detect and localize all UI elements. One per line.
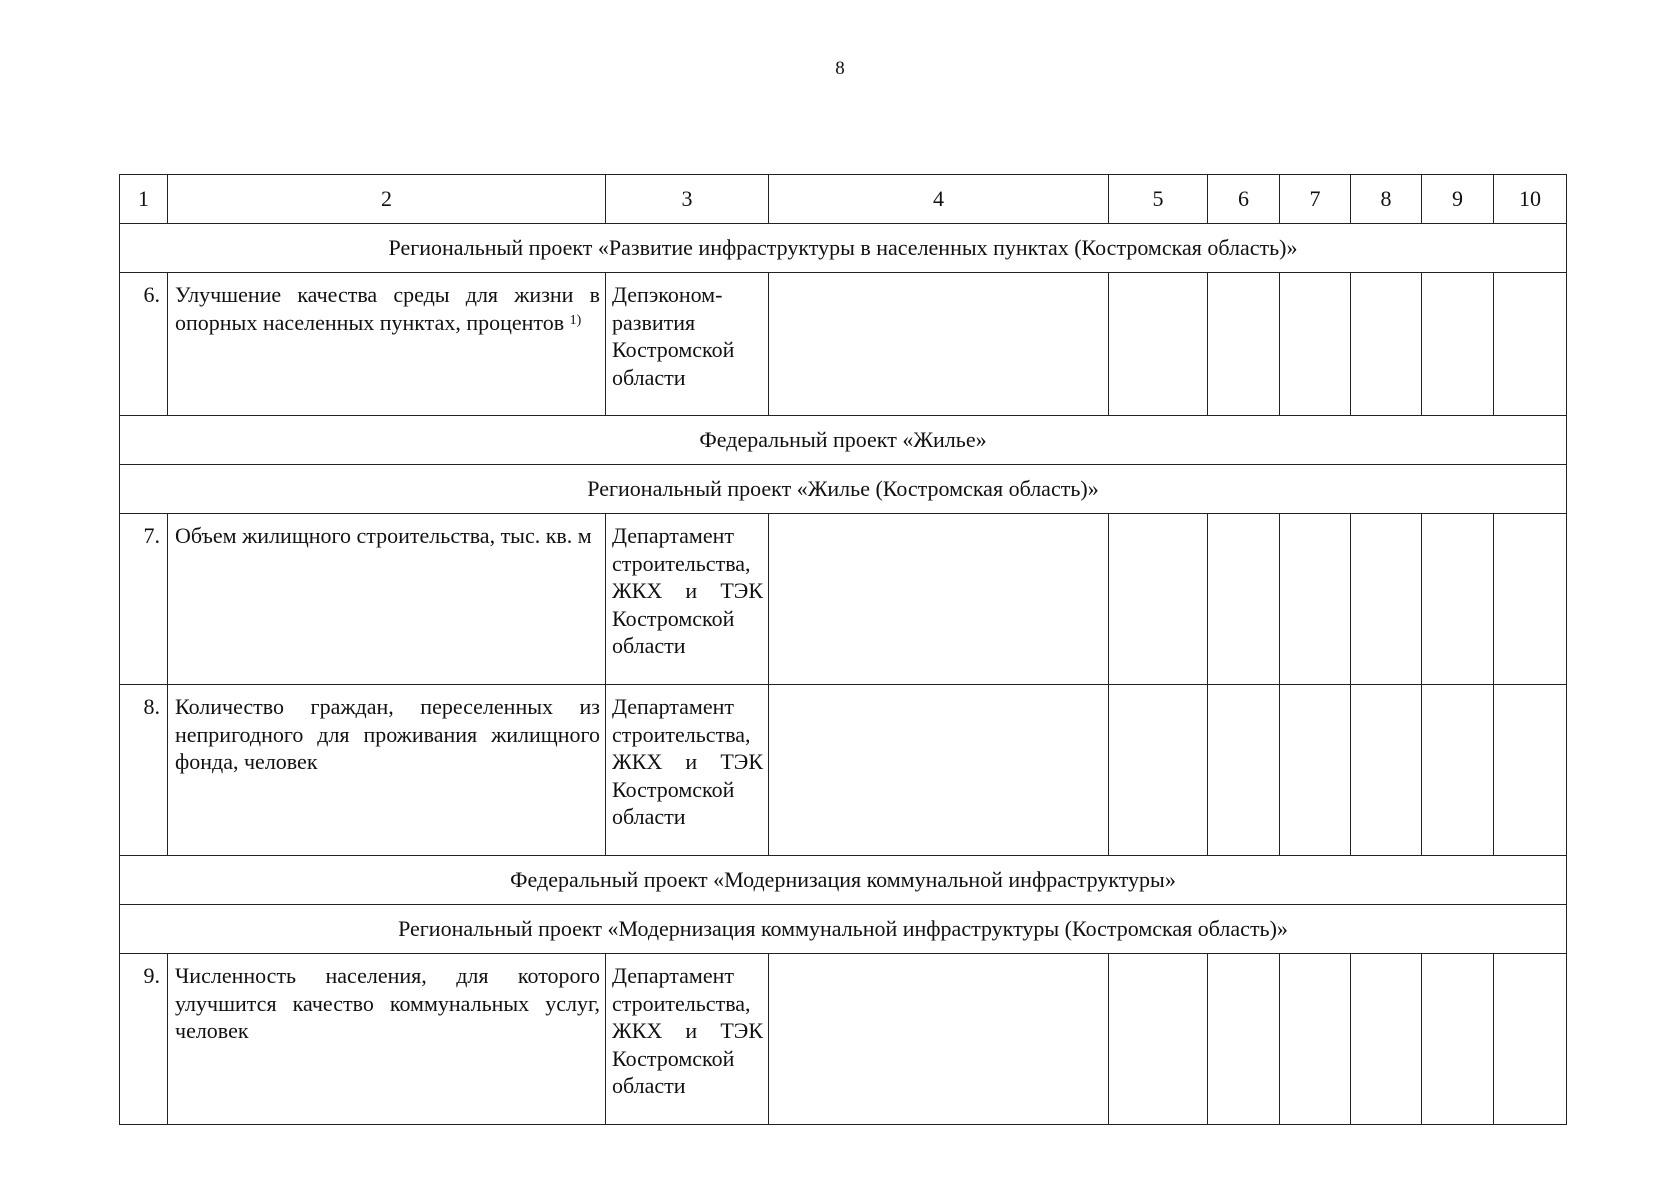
empty-cell: [769, 273, 1109, 416]
empty-cell: [1280, 514, 1351, 685]
empty-cell: [1422, 273, 1494, 416]
empty-cell: [1422, 514, 1494, 685]
column-header: 4: [769, 175, 1109, 224]
table-header-row: [120, 175, 1567, 224]
section-title: Федеральный проект «Жилье»: [120, 416, 1567, 465]
table-row: [120, 954, 1567, 1125]
empty-cell: [1422, 685, 1494, 856]
footnote-mark: 1): [569, 312, 582, 328]
column-header: 6: [1208, 175, 1280, 224]
table-row: [120, 273, 1567, 416]
empty-cell: [1351, 685, 1422, 856]
table-row: [120, 514, 1567, 685]
responsible-department: Депэконом-развития Костромской области: [606, 273, 769, 416]
column-header: 8: [1351, 175, 1422, 224]
empty-cell: [1422, 954, 1494, 1125]
section-row: [120, 465, 1567, 514]
empty-cell: [1494, 685, 1567, 856]
empty-cell: [1351, 954, 1422, 1125]
column-header: 3: [606, 175, 769, 224]
section-title: Региональный проект «Модернизация коммунальной инфраструктуры (Костромская область)»: [120, 905, 1567, 954]
column-header: 2: [168, 175, 606, 224]
empty-cell: [1280, 954, 1351, 1125]
empty-cell: [1109, 273, 1208, 416]
indicator-name: Улучшение качества среды для жизни в опорных населенных пунктах, процентов: [175, 282, 600, 335]
empty-cell: [1494, 954, 1567, 1125]
empty-cell: [769, 685, 1109, 856]
page-number: 8: [835, 58, 845, 79]
empty-cell: [1109, 954, 1208, 1125]
indicator-name-cell: [168, 273, 606, 416]
responsible-department: Департамент строительства, ЖКХ и ТЭК Костромской области: [606, 514, 769, 685]
row-number: 9.: [120, 954, 168, 1125]
indicator-name: Численность населения, для которого улучшится качество коммунальных услуг, человек: [168, 954, 606, 1125]
empty-cell: [1280, 685, 1351, 856]
indicator-name: Количество граждан, переселенных из непригодного для проживания жилищного фонда, человек: [168, 685, 606, 856]
empty-cell: [1280, 273, 1351, 416]
section-title: Федеральный проект «Модернизация коммунальной инфраструктуры»: [120, 856, 1567, 905]
responsible-department: Департамент строительства, ЖКХ и ТЭК Костромской области: [606, 685, 769, 856]
empty-cell: [769, 954, 1109, 1125]
empty-cell: [769, 514, 1109, 685]
empty-cell: [1494, 514, 1567, 685]
section-row: [120, 416, 1567, 465]
section-row: [120, 905, 1567, 954]
table-row: [120, 685, 1567, 856]
column-header: 9: [1422, 175, 1494, 224]
row-number: 6.: [120, 273, 168, 416]
empty-cell: [1494, 273, 1567, 416]
section-title: Региональный проект «Развитие инфраструктуры в населенных пунктах (Костромская область)»: [120, 224, 1567, 273]
row-number: 7.: [120, 514, 168, 685]
responsible-department: Департамент строительства, ЖКХ и ТЭК Костромской области: [606, 954, 769, 1125]
section-title: Региональный проект «Жилье (Костромская область)»: [120, 465, 1567, 514]
empty-cell: [1208, 954, 1280, 1125]
indicator-name: Объем жилищного строительства, тыс. кв. м: [168, 514, 606, 685]
column-header: 1: [120, 175, 168, 224]
column-header: 10: [1494, 175, 1567, 224]
column-header: 7: [1280, 175, 1351, 224]
empty-cell: [1208, 273, 1280, 416]
empty-cell: [1351, 273, 1422, 416]
row-number: 8.: [120, 685, 168, 856]
column-header: 5: [1109, 175, 1208, 224]
section-row: [120, 856, 1567, 905]
empty-cell: [1208, 685, 1280, 856]
empty-cell: [1208, 514, 1280, 685]
empty-cell: [1109, 685, 1208, 856]
empty-cell: [1351, 514, 1422, 685]
section-row: [120, 224, 1567, 273]
indicators-table: [119, 174, 1567, 1125]
empty-cell: [1109, 514, 1208, 685]
